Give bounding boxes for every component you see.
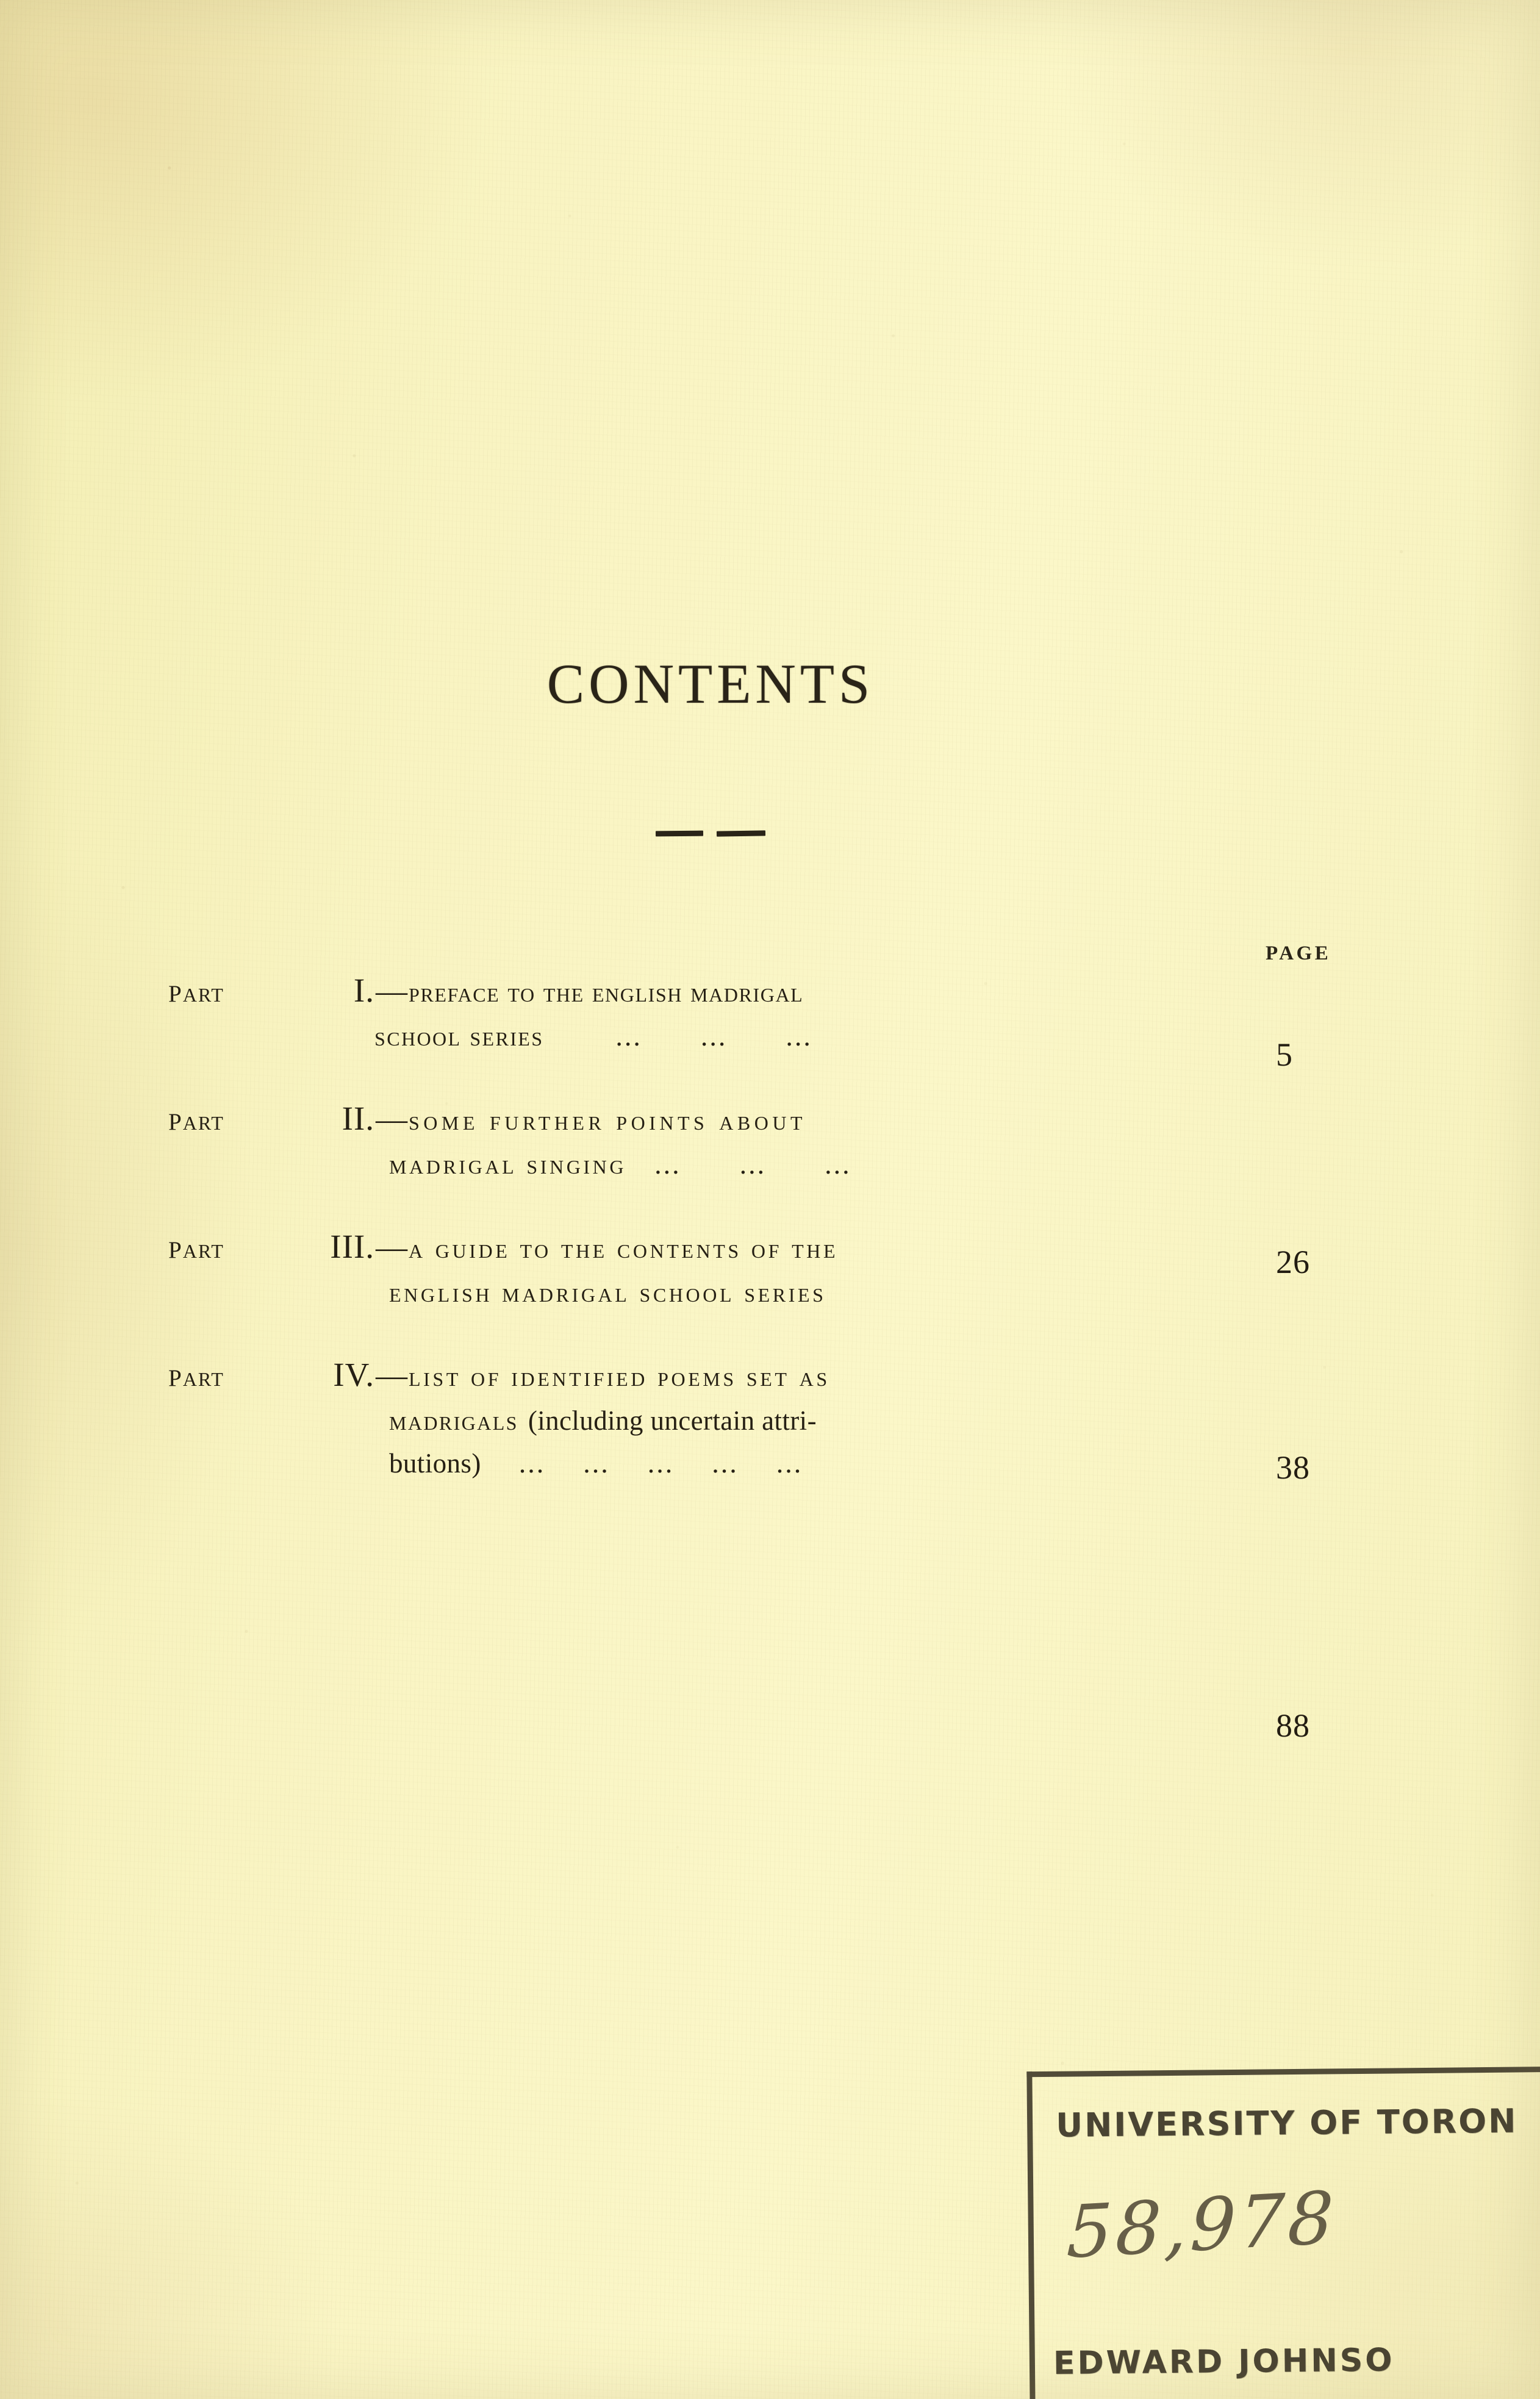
leader-dots: ...	[776, 1447, 803, 1479]
leader-dots: ...	[583, 1447, 610, 1479]
leader-dots: ...	[647, 1447, 675, 1479]
leader-dots: ...	[739, 1149, 767, 1180]
leader-dots: ...	[825, 1149, 851, 1180]
toc-entry-part-1[interactable]	[168, 974, 1382, 1050]
toc-entry-line	[168, 1278, 1382, 1307]
leader-dots: ...	[654, 1149, 681, 1180]
toc-entry-title: list of identified poems set as	[409, 1361, 830, 1392]
toc-entry-line	[168, 1022, 1382, 1050]
toc-entry-title-cont: butions)	[389, 1448, 481, 1479]
part-number: I.	[353, 972, 374, 1009]
part-number: IV.	[333, 1356, 374, 1393]
part-number: III.	[330, 1228, 374, 1265]
toc-entry-title-cont: school series	[374, 1020, 544, 1052]
em-dash: —	[376, 1102, 407, 1137]
toc-entry-line	[168, 1407, 1382, 1435]
stamp-library-name: EDWARD JOHNSO	[1053, 2342, 1395, 2382]
table-of-contents	[168, 974, 1382, 1477]
part-label: part	[168, 1356, 224, 1393]
divider-ornament	[0, 831, 1421, 836]
toc-page-number: 88	[1276, 1707, 1310, 1744]
part-label: part	[168, 1228, 224, 1265]
divider-dash-left	[656, 831, 703, 837]
part-number: II.	[342, 1100, 374, 1137]
toc-entry-part-2[interactable]	[168, 1102, 1382, 1178]
stamp-institution-name: UNIVERSITY OF TORON	[1055, 2101, 1518, 2145]
library-ownership-stamp	[1026, 2067, 1540, 2399]
em-dash: —	[376, 1358, 407, 1393]
leader-dots: ...	[786, 1020, 812, 1052]
part-label: part	[168, 1100, 224, 1137]
leader-dots: ...	[700, 1020, 728, 1052]
toc-entry-title: a guide to the contents of the	[409, 1233, 839, 1264]
toc-page-number: 38	[1276, 1449, 1310, 1486]
toc-entry-line	[168, 1358, 1382, 1392]
handwritten-accession-number: 58,978	[1065, 2175, 1338, 2275]
part-label: part	[168, 972, 224, 1009]
toc-page-number: 26	[1276, 1244, 1310, 1280]
toc-entry-title-cont: madrigal singing	[389, 1149, 627, 1180]
toc-entry-line	[168, 1449, 1382, 1477]
toc-entry-title-cont-roman: (including uncertain attri-	[528, 1405, 817, 1436]
em-dash: —	[376, 974, 407, 1009]
toc-entry-title-cont: english madrigal school series	[389, 1277, 826, 1308]
leader-dots: ...	[518, 1447, 546, 1479]
toc-entry-title: some further points about	[409, 1105, 807, 1136]
page-title: CONTENTS	[546, 653, 875, 715]
toc-page-number: 5	[1276, 1036, 1293, 1073]
em-dash: —	[376, 1230, 407, 1265]
toc-entry-title: preface to the english madrigal	[409, 977, 804, 1008]
toc-entry-line	[168, 974, 1382, 1008]
toc-entry-part-3[interactable]	[168, 1230, 1382, 1307]
leader-dots: ...	[615, 1020, 642, 1052]
toc-entry-part-4[interactable]	[168, 1358, 1382, 1477]
toc-entry-title-cont-smallcaps: madrigals	[389, 1405, 518, 1436]
page-column-header: PAGE	[1266, 942, 1331, 964]
toc-entry-line	[168, 1102, 1382, 1136]
toc-entry-line	[168, 1150, 1382, 1178]
divider-dash-right	[717, 830, 765, 836]
leader-dots: ...	[712, 1447, 739, 1479]
toc-entry-line	[168, 1230, 1382, 1264]
